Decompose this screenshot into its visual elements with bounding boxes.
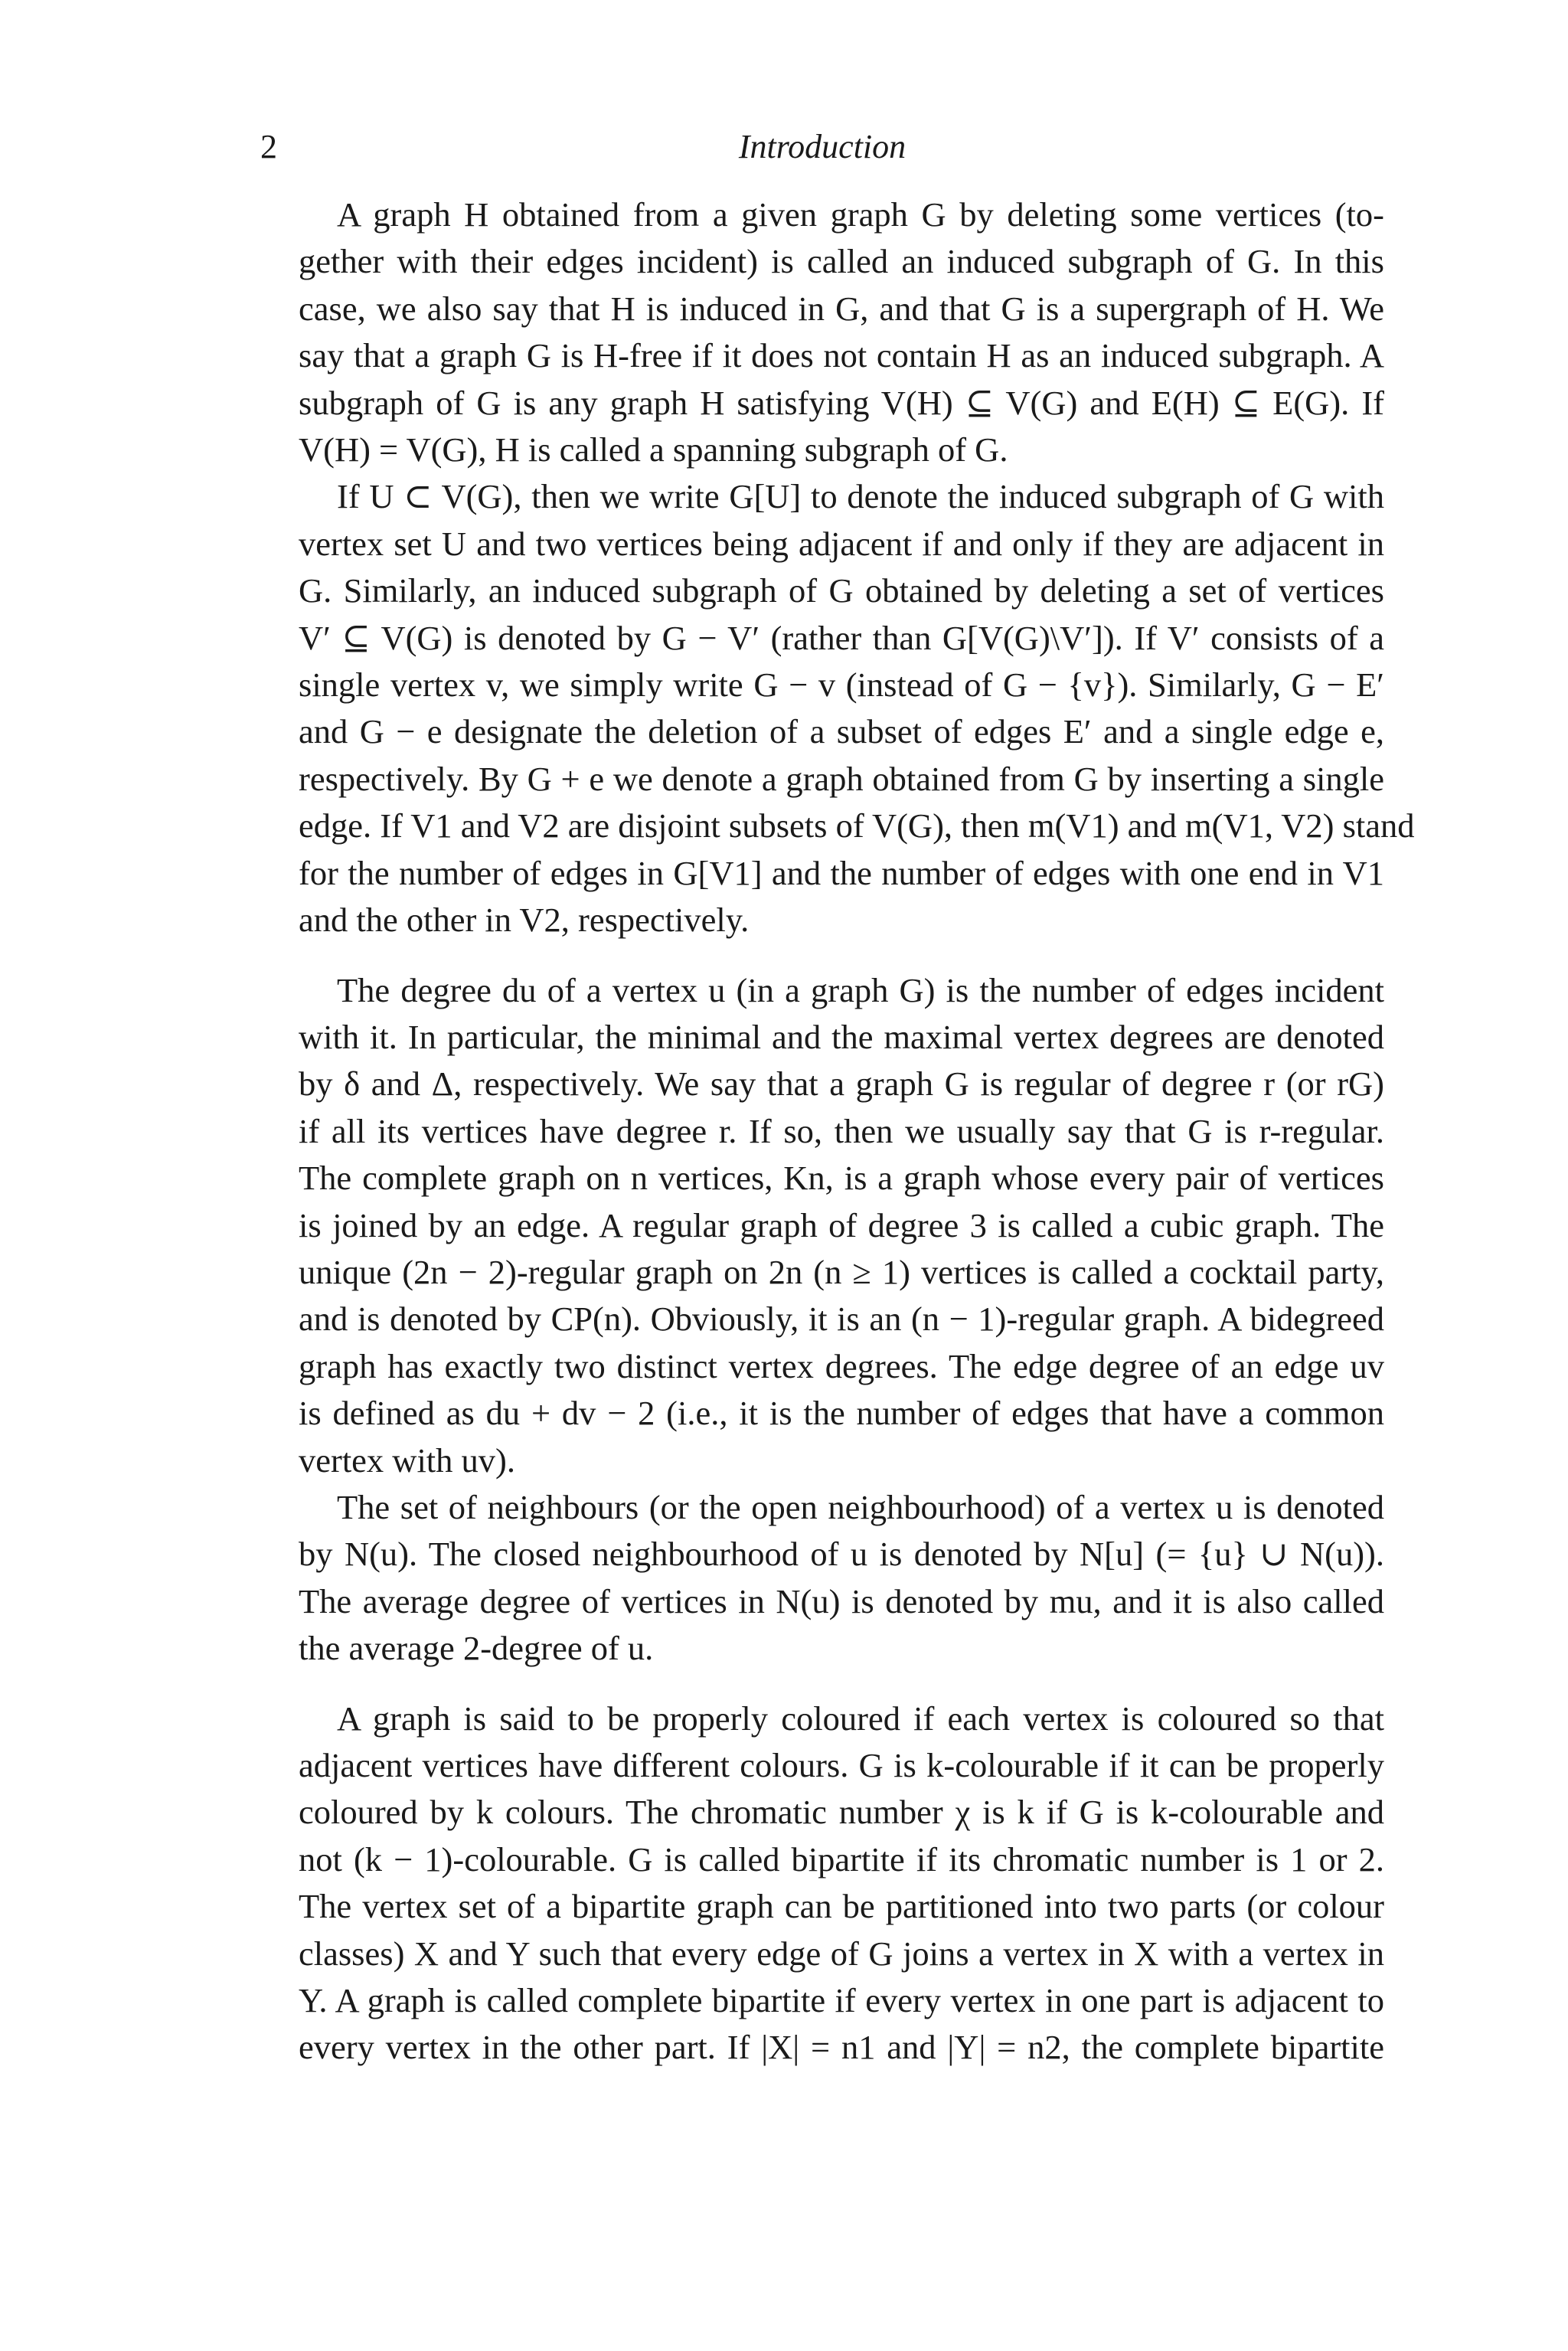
text-line: single vertex v, we simply write G − v (instead of G − {v}). Similarly, G − E′ (299, 665, 1384, 705)
text-line: If U ⊂ V(G), then we write G[U] to denote the induced subgraph of G with (337, 477, 1384, 516)
text-line: vertex with uv). (299, 1440, 515, 1480)
text-line: coloured by k colours. The chromatic number χ is k if G is k-colourable and (299, 1793, 1384, 1832)
text-line: vertex set U and two vertices being adjacent if and only if they are adjacent in (299, 524, 1384, 563)
text-line: The average degree of vertices in N(u) is denoted by mu, and it is also called (299, 1581, 1384, 1620)
paragraph-colouring (260, 1695, 1384, 2071)
paragraph-degree (260, 967, 1384, 1484)
text-line: case, we also say that H is induced in G, and that G is a supergraph of H. We (299, 289, 1384, 328)
text-line: V′ ⊆ V(G) is denoted by G − V′ (rather than G[V(G)\V′]). If V′ consists of a (299, 618, 1384, 657)
text-line: gether with their edges incident) is called an induced subgraph of G. In this (299, 242, 1384, 281)
text-line: with it. In particular, the minimal and the maximal vertex degrees are denoted (299, 1017, 1384, 1056)
page-number: 2 (260, 128, 277, 165)
text-line: adjacent vertices have different colours. G is k-colourable if it can be properly (299, 1746, 1384, 1784)
text-line: for the number of edges in G[V1] and the number of edges with one end in V1 (299, 853, 1384, 892)
text-line: subgraph of G is any graph H satisfying V(H) ⊆ V(G) and E(H) ⊆ E(G). If (299, 383, 1384, 422)
paragraph-notation (260, 473, 1415, 943)
text-line: The degree du of a vertex u (in a graph G) is the number of edges incident (337, 970, 1384, 1009)
text-line: G. Similarly, an induced subgraph of G obtained by deleting a set of vertices (299, 571, 1384, 610)
text-line: say that a graph G is H-free if it does not contain H as an induced subgraph. A (299, 336, 1384, 375)
running-head: Introduction (738, 128, 906, 165)
text-line: and is denoted by CP(n). Obviously, it is an (n − 1)-regular graph. A bidegreed (299, 1300, 1384, 1339)
text-line: classes) X and Y such that every edge of G joins a vertex in X with a vertex in (299, 1934, 1384, 1973)
text-line: by N(u). The closed neighbourhood of u is denoted by N[u] (= {u} ∪ N(u)). (299, 1535, 1384, 1574)
text-line: The vertex set of a bipartite graph can be partitioned into two parts (or colour (299, 1887, 1384, 1926)
text-line: and the other in V2, respectively. (299, 901, 750, 940)
text-line: and G − e designate the deletion of a subset of edges E′ and a single edge e, (299, 712, 1384, 751)
text-line: not (k − 1)-colourable. G is called bipartite if its chromatic number is 1 or 2. (299, 1839, 1384, 1879)
text-line: is joined by an edge. A regular graph of degree 3 is called a cubic graph. The (299, 1205, 1384, 1244)
page-header (260, 124, 1384, 170)
text-line: if all its vertices have degree r. If so, then we usually say that G is r-regular. (299, 1111, 1384, 1150)
text-line: graph has exactly two distinct vertex degrees. The edge degree of an edge uv (299, 1346, 1384, 1385)
body-text (260, 191, 1415, 2071)
text-line: A graph H obtained from a given graph G by deleting some vertices (to- (337, 195, 1384, 234)
text-line: edge. If V1 and V2 are disjoint subsets of V(G), then m(V1) and m(V1, V2) stand (299, 806, 1415, 845)
text-line: The set of neighbours (or the open neighbourhood) of a vertex u is denoted (337, 1487, 1384, 1526)
text-line: V(H) = V(G), H is called a spanning subgraph of G. (299, 430, 1008, 469)
paragraph-neighbourhood (260, 1484, 1384, 1673)
text-line: is defined as du + dv − 2 (i.e., it is the number of edges that have a common (299, 1394, 1384, 1433)
paragraph-induced-subgraph (260, 191, 1384, 473)
text-line: the average 2-degree of u. (299, 1629, 654, 1668)
text-line: unique (2n − 2)-regular graph on 2n (n ≥ 1) vertices is called a cocktail party, (299, 1252, 1384, 1291)
text-line: Y. A graph is called complete bipartite if every vertex in one part is adjacent to (299, 1981, 1384, 2020)
text-line: every vertex in the other part. If |X| = n1 and |Y| = n2, the complete bipartite (299, 2028, 1384, 2067)
text-line: by δ and Δ, respectively. We say that a graph G is regular of degree r (or rG) (299, 1064, 1384, 1104)
text-line: The complete graph on n vertices, Kn, is a graph whose every pair of vertices (299, 1159, 1384, 1198)
text-line: respectively. By G + e we denote a graph obtained from G by inserting a single (299, 759, 1384, 798)
text-line: A graph is said to be properly coloured if each vertex is coloured so that (337, 1699, 1384, 1738)
